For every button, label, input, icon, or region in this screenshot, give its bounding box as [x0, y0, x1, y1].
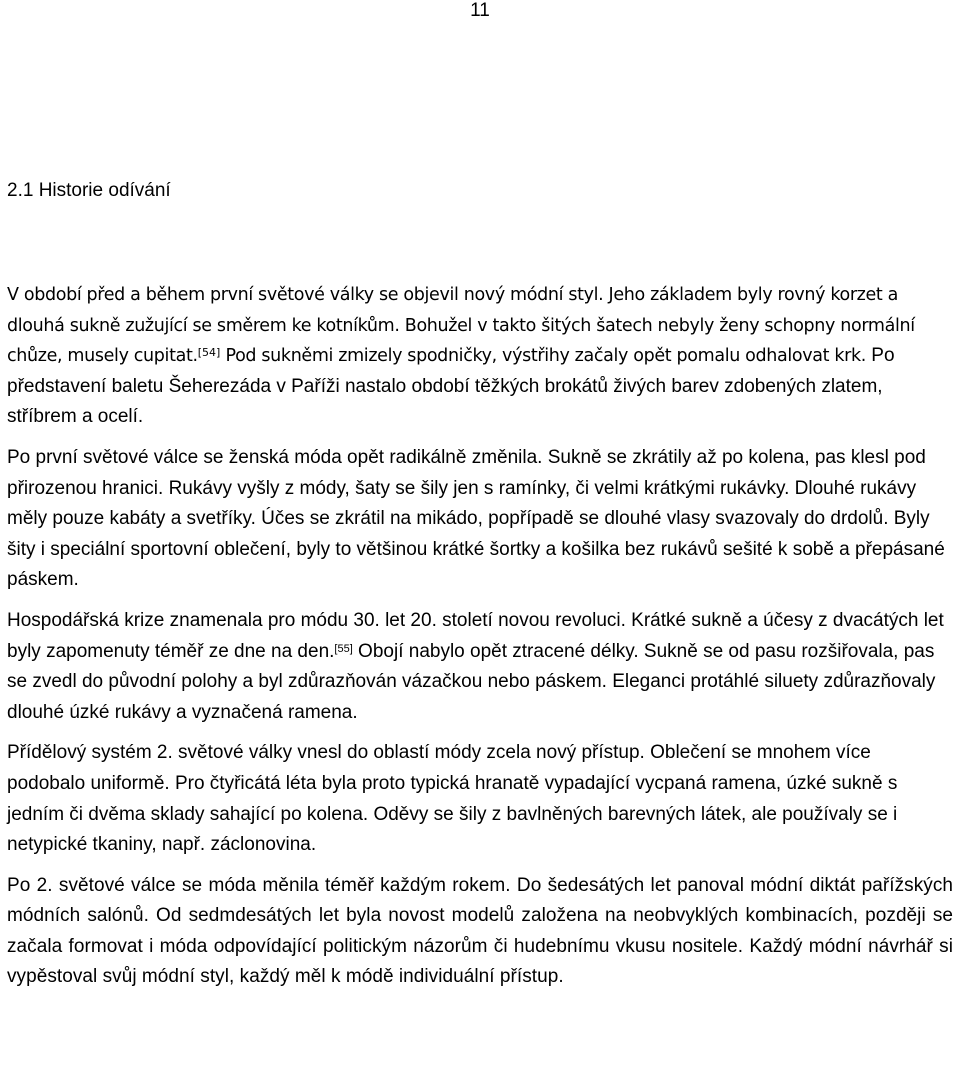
body-text [7, 280, 953, 1003]
paragraph-3-sentence: Obojí nabylo opět ztracené délky. Sukně se od pasu rozšiřovala, pas se zvedl do původní polohy a byl zdůrazňován vázačkou nebo páskem. Eleganci protáhlé siluety zdůrazňovaly dlouhé úzké rukávy a vyznačená ramena. [7, 640, 936, 723]
paragraph-5: Po 2. světové válce se móda měnila téměř každým rokem. Do šedesátých let panoval módní diktát pařížských módních salónů. Od sedmdesátých let byla novost modelů založena na neobvyklých kombinacích, později se začala formovat i móda odpovídající politickým názorům či hudebnímu vkusu nositele. Každý módní návrhář si vypěstoval svůj módní styl, každý měl k módě individuální přístup. [7, 874, 953, 988]
paragraph-3 [7, 606, 953, 728]
citation-ref: [54] [197, 346, 221, 360]
paragraph-1-sentence: V období před a během první světové války se objevil nový módní styl. Jeho základem byly rovný korzet a dlouhá sukně zužující se směrem ke kotníkům. Bohužel v takto šitých šatech nebyly ženy schopny normální chůze, musely cupitat. [7, 285, 915, 367]
paragraph-3-sentence: Hospodářská krize znamenala pro módu 30. let 20. století novou revoluci. Krátké sukně a účesy z dvacátých let byly zapomenuty téměř ze dne na den. [7, 609, 944, 662]
paragraph-2: Po první světové válce se ženská móda opět radikálně změnila. Sukně se zkrátily až po kolena, pas klesl pod přirozenou hranici. Rukávy vyšly z módy, šaty se šily jen s ramínky, či velmi krátkými rukávky. Dlouhé rukávy měly pouze kabáty a svetříky. Účes se zkrátil na mikádo, popřípadě se dlouhé vlasy svazovaly do drdolů. Byly šity i speciální sportovní oblečení, byly to většinou krátké šortky a košilka bez rukávů sešité k sobě a přepásané páskem. [7, 446, 945, 591]
paragraph-4: Přídělový systém 2. světové války vnesl do oblastí módy zcela nový přístup. Oblečení se mnohem více podobalo uniformě. Pro čtyřicátá léta byla proto typická hranatě vypadající vycpaná ramena, úzké sukně s jedním či dvěma sklady sahající po kolena. Oděvy se šily z bavlněných barevných látek, ale používaly se i netypické tkaniny, např. záclonovina. [7, 742, 898, 856]
page-number: 11 [470, 0, 490, 21]
citation-ref: [55] [334, 642, 353, 655]
paragraph-1-sentence: Po představení baletu Šeherezáda v Paříži nastalo období těžkých brokátů živých barev zdobených zlatem, stříbrem a ocelí. [7, 345, 895, 428]
section-heading: 2.1 Historie odívání [7, 180, 171, 201]
paragraph-1-sentence: Pod sukněmi zmizely spodničky, výstřihy začaly opět pomalu odhalovat krk. [220, 346, 866, 367]
paragraph-1 [7, 280, 953, 433]
